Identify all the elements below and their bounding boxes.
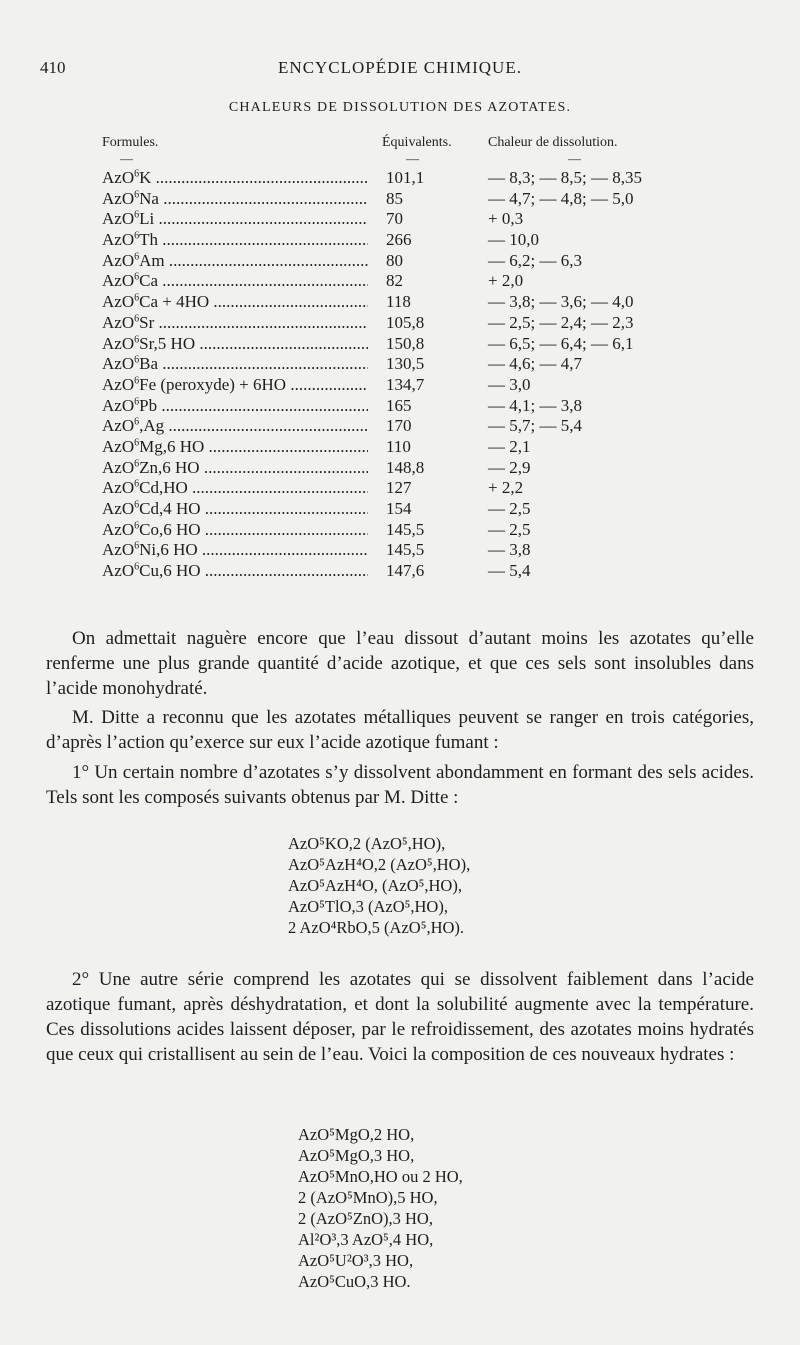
equivalent-cell: 170 xyxy=(386,416,412,436)
formula-cell: AzO$^6$Cd,HO ..... xyxy=(102,478,368,499)
column-rule: — xyxy=(406,151,419,166)
heat-cell: — 2,5; — 2,4; — 2,3 xyxy=(488,312,634,332)
column-header-heat: Chaleur de dissolution. xyxy=(488,135,618,150)
table-row xyxy=(102,189,742,210)
formula-line: AzO⁵MgO,3 HO, xyxy=(298,1146,415,1165)
page-header xyxy=(40,58,760,84)
formula-line: AzO⁵U²O³,3 HO, xyxy=(298,1251,414,1270)
formula-line: AzO⁵MnO,HO ou 2 HO, xyxy=(298,1167,463,1186)
formula-line: AzO⁵CuO,3 HO. xyxy=(298,1272,411,1291)
table-row xyxy=(102,561,742,582)
heat-cell: + 2,2 xyxy=(488,478,524,498)
formula-cell: AzO$^6$Am ..... xyxy=(102,251,368,272)
equivalent-cell: 154 xyxy=(386,499,412,518)
equivalent-cell: 145,5 xyxy=(386,540,425,560)
formula-line: Al²O³,3 AzO⁵,4 HO, xyxy=(298,1230,434,1249)
heat-cell: — 4,1; — 3,8 xyxy=(488,395,582,415)
heat-cell: — 3,0 xyxy=(488,374,531,394)
equivalent-cell: 70 xyxy=(386,209,403,229)
column-header-equivalents: Équivalents. xyxy=(382,135,452,150)
formula-cell: AzO$^6$Zn,6 HO ..... xyxy=(102,458,368,479)
heat-cell: — 3,8 xyxy=(488,540,531,560)
table-row xyxy=(102,478,742,499)
table-row xyxy=(102,251,742,272)
formula-list-acid-salts xyxy=(288,833,470,938)
equivalent-cell: 266 xyxy=(386,230,412,250)
heat-cell: — 2,1 xyxy=(488,436,531,456)
equivalent-cell: 148,8 xyxy=(386,457,425,477)
heat-cell: — 10,0 xyxy=(488,230,539,250)
equivalent-cell: 85 xyxy=(386,188,403,208)
equivalent-cell: 82 xyxy=(386,271,403,291)
formula-cell: AzO$^6$Pb ..... xyxy=(102,396,368,417)
formula-line: AzO⁵MgO,2 HO, xyxy=(298,1125,415,1144)
equivalent-cell: 147,6 xyxy=(386,561,425,581)
formula-cell: AzO$^6$K ..... xyxy=(102,168,368,189)
page-number: 410 xyxy=(40,58,66,77)
table-row xyxy=(102,313,742,334)
heat-cell: — 2,9 xyxy=(488,457,531,477)
heat-cell: — 6,5; — 6,4; — 6,1 xyxy=(488,333,634,353)
table-row xyxy=(102,292,742,313)
paragraph: M. Ditte a reconnu que les azotates métalliques peuvent se ranger en trois catégories, d’après l’action qu’exerce sur eux l’acide azotique fumant : xyxy=(46,707,754,753)
table-row xyxy=(102,540,742,561)
formula-cell: AzO$^6$Li ..... xyxy=(102,209,368,230)
formula-cell: AzO$^6$Cu,6 HO ..... xyxy=(102,561,368,582)
formula-line: 2 (AzO⁵ZnO),3 HO, xyxy=(298,1209,433,1228)
formula-line: 2 (AzO⁵MnO),5 HO, xyxy=(298,1188,438,1207)
equivalent-cell: 105,8 xyxy=(386,312,425,332)
heat-cell: + 2,0 xyxy=(488,271,524,291)
paragraph: 1° Un certain nombre d’azotates s’y dissolvent abondamment en formant des sels acides. Tels sont les composés suivants obtenus par M. Ditte : xyxy=(46,762,754,808)
formula-cell: AzO$^6$Ba ..... xyxy=(102,354,368,375)
paragraph: On admettait naguère encore que l’eau dissout d’autant moins les azotates qu’elle renferme une plus grande quantité d’acide azotique, et que ces sels sont insolubles dans l’acide monohydraté. xyxy=(46,628,754,699)
formula-cell: AzO$^6$Na ..... xyxy=(102,189,368,210)
table-row xyxy=(102,271,742,292)
heat-cell: — 4,6; — 4,7 xyxy=(488,354,582,374)
formula-line: 2 AzO⁴RbO,5 (AzO⁵,HO). xyxy=(288,918,465,937)
formula-cell: AzO$^6$Sr ..... xyxy=(102,313,368,334)
formula-cell: AzO$^6$Mg,6 HO ..... xyxy=(102,437,368,458)
formula-line: AzO⁵AzH⁴O, (AzO⁵,HO), xyxy=(288,876,462,895)
dissolution-table xyxy=(102,168,742,582)
formula-line: AzO⁵KO,2 (AzO⁵,HO), xyxy=(288,834,446,853)
table-row xyxy=(102,209,742,230)
column-header-formulas: Formules. xyxy=(102,135,159,150)
heat-cell: — 4,7; — 4,8; — 5,0 xyxy=(488,188,634,208)
heat-cell: — 5,7; — 5,4 xyxy=(488,416,582,436)
equivalent-cell: 130,5 xyxy=(386,354,425,374)
table-row xyxy=(102,354,742,375)
column-rule: — xyxy=(120,151,133,166)
equivalent-cell: 134,7 xyxy=(386,374,425,394)
table-row xyxy=(102,416,742,437)
column-rule: — xyxy=(568,151,581,166)
heat-cell: — 2,5 xyxy=(488,499,531,518)
formula-cell: AzO$^6$Co,6 HO ..... xyxy=(102,520,368,541)
heat-cell: — 5,4 xyxy=(488,561,531,581)
heat-cell: — 8,3; — 8,5; — 8,35 xyxy=(488,168,642,187)
table-row xyxy=(102,396,742,417)
formula-cell: AzO$^6$Ca + 4HO ..... xyxy=(102,292,368,313)
equivalent-cell: 127 xyxy=(386,478,412,498)
formula-cell: AzO$^6$Fe (peroxyde) + 6HO ..... xyxy=(102,375,368,396)
equivalent-cell: 150,8 xyxy=(386,333,425,353)
table-title: CHALEURS DE DISSOLUTION DES AZOTATES. xyxy=(228,100,572,115)
heat-cell: — 6,2; — 6,3 xyxy=(488,250,582,270)
table-row xyxy=(102,168,742,189)
running-title: ENCYCLOPÉDIE CHIMIQUE. xyxy=(278,58,522,77)
formula-cell: AzO$^6$Th ..... xyxy=(102,230,368,251)
formula-cell: AzO$^6$Cd,4 HO ..... xyxy=(102,499,368,520)
formula-line: AzO⁵AzH⁴O,2 (AzO⁵,HO), xyxy=(288,855,471,874)
table-row xyxy=(102,334,742,355)
formula-line: AzO⁵TlO,3 (AzO⁵,HO), xyxy=(288,897,448,916)
heat-cell: + 0,3 xyxy=(488,209,524,229)
table-row xyxy=(102,375,742,396)
formula-cell: AzO$^6$,Ag ..... xyxy=(102,416,368,437)
formula-cell: AzO$^6$Ni,6 HO ..... xyxy=(102,540,368,561)
formula-cell: AzO$^6$Sr,5 HO ..... xyxy=(102,334,368,355)
equivalent-cell: 118 xyxy=(386,292,411,312)
table-row xyxy=(102,520,742,541)
table-row xyxy=(102,230,742,251)
table-row xyxy=(102,458,742,479)
formula-cell: AzO$^6$Ca ..... xyxy=(102,271,368,292)
formula-list-hydrates xyxy=(298,1124,463,1292)
equivalent-cell: 165 xyxy=(386,395,412,415)
table-row xyxy=(102,499,742,520)
equivalent-cell: 110 xyxy=(386,436,411,456)
heat-cell: — 3,8; — 3,6; — 4,0 xyxy=(488,292,634,312)
heat-cell: — 2,5 xyxy=(488,519,531,539)
paragraph: 2° Une autre série comprend les azotates qui se dissolvent faiblement dans l’acide azotique fumant, après déshydratation, et dont la solubilité augmente avec la température. Ces dissolutions acides laissent déposer, par le refroidissement, des azotates moins hydratés que ceux qui cristallisent au sein de l’eau. Voici la composition de ces nouveaux hydrates : xyxy=(46,969,754,1065)
equivalent-cell: 101,1 xyxy=(386,168,425,187)
table-row xyxy=(102,437,742,458)
equivalent-cell: 80 xyxy=(386,250,403,270)
equivalent-cell: 145,5 xyxy=(386,519,425,539)
